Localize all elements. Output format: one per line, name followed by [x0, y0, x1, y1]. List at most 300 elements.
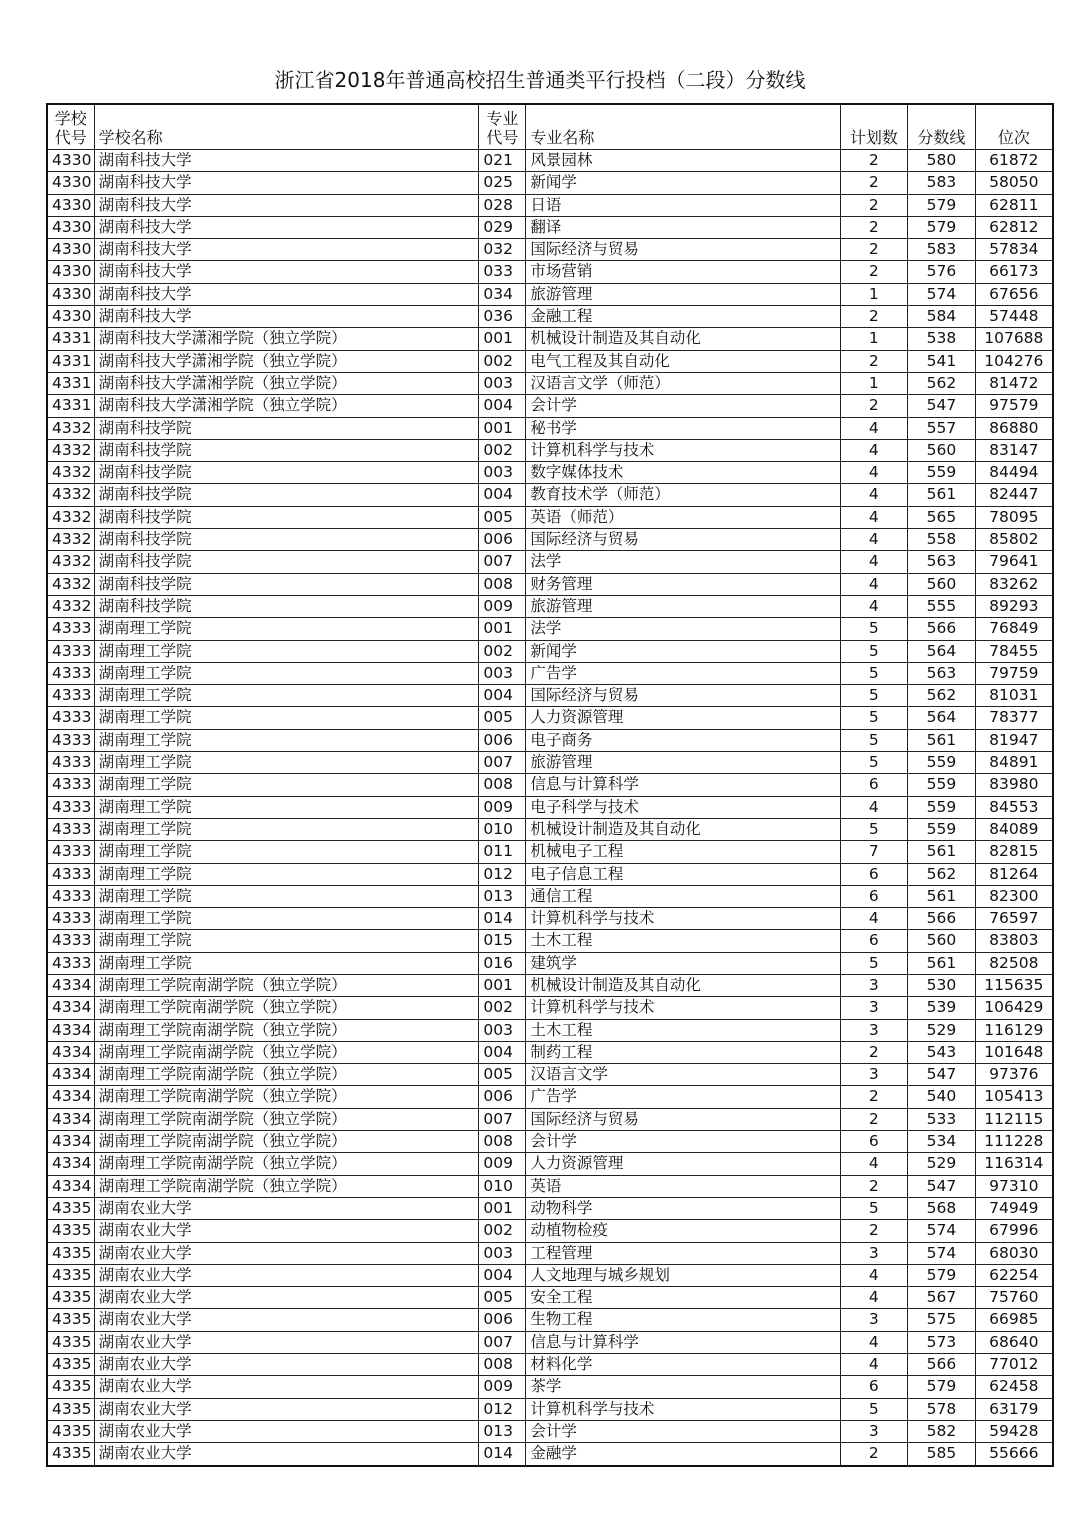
cell-plan: 5	[840, 1197, 908, 1219]
table-row	[47, 796, 1053, 818]
table-row	[47, 328, 1053, 350]
cell-school-name: 湖南理工学院南湖学院（独立学院）	[94, 974, 479, 996]
header-plan: 计划数	[840, 104, 908, 150]
cell-major-name: 会计学	[526, 1420, 840, 1442]
cell-school-name: 湖南农业大学	[94, 1420, 479, 1442]
cell-score: 579	[908, 194, 976, 216]
table-row	[47, 283, 1053, 305]
cell-school-name: 湖南农业大学	[94, 1376, 479, 1398]
cell-major-name: 电子信息工程	[526, 863, 840, 885]
cell-rank: 82447	[975, 484, 1053, 506]
cell-school-name: 湖南理工学院	[94, 885, 479, 907]
cell-major-name: 计算机科学与技术	[526, 1398, 840, 1420]
cell-major-name: 生物工程	[526, 1309, 840, 1331]
table-row	[47, 1041, 1053, 1063]
cell-plan: 4	[840, 1264, 908, 1286]
cell-school-code: 4332	[47, 439, 94, 461]
cell-school-code: 4333	[47, 774, 94, 796]
table-row	[47, 1443, 1053, 1466]
table-row	[47, 885, 1053, 907]
cell-plan: 4	[840, 908, 908, 930]
cell-rank: 74949	[975, 1197, 1053, 1219]
cell-major-code: 014	[479, 908, 526, 930]
cell-school-name: 湖南科技大学	[94, 216, 479, 238]
header-school-name: 学校名称	[94, 104, 479, 150]
cell-major-name: 财务管理	[526, 573, 840, 595]
cell-major-code: 004	[479, 1264, 526, 1286]
cell-major-name: 工程管理	[526, 1242, 840, 1264]
cell-plan: 6	[840, 774, 908, 796]
table-row	[47, 1197, 1053, 1219]
cell-rank: 82815	[975, 841, 1053, 863]
cell-school-name: 湖南科技大学潇湘学院（独立学院）	[94, 350, 479, 372]
table-row	[47, 1398, 1053, 1420]
cell-rank: 62811	[975, 194, 1053, 216]
cell-rank: 106429	[975, 997, 1053, 1019]
cell-school-code: 4333	[47, 841, 94, 863]
table-row	[47, 395, 1053, 417]
cell-major-name: 旅游管理	[526, 595, 840, 617]
cell-rank: 66173	[975, 261, 1053, 283]
table-row	[47, 194, 1053, 216]
cell-major-name: 动植物检疫	[526, 1220, 840, 1242]
table-row	[47, 573, 1053, 595]
cell-major-name: 英语（师范）	[526, 506, 840, 528]
cell-school-code: 4333	[47, 952, 94, 974]
cell-rank: 62254	[975, 1264, 1053, 1286]
cell-plan: 1	[840, 328, 908, 350]
header-major-name: 专业名称	[526, 104, 840, 150]
cell-rank: 105413	[975, 1086, 1053, 1108]
cell-school-code: 4335	[47, 1331, 94, 1353]
cell-major-code: 001	[479, 618, 526, 640]
cell-score: 561	[908, 729, 976, 751]
cell-major-code: 007	[479, 1331, 526, 1353]
cell-plan: 4	[840, 484, 908, 506]
cell-score: 560	[908, 573, 976, 595]
cell-school-code: 4333	[47, 818, 94, 840]
cell-school-code: 4332	[47, 462, 94, 484]
cell-school-name: 湖南理工学院	[94, 796, 479, 818]
table-row	[47, 685, 1053, 707]
cell-major-name: 旅游管理	[526, 283, 840, 305]
cell-major-name: 广告学	[526, 662, 840, 684]
cell-school-code: 4334	[47, 1041, 94, 1063]
cell-major-code: 004	[479, 484, 526, 506]
cell-rank: 67656	[975, 283, 1053, 305]
cell-score: 579	[908, 1264, 976, 1286]
table-row	[47, 172, 1053, 194]
cell-school-name: 湖南科技大学	[94, 283, 479, 305]
cell-major-name: 市场营销	[526, 261, 840, 283]
table-row	[47, 841, 1053, 863]
cell-school-name: 湖南农业大学	[94, 1354, 479, 1376]
table-row	[47, 863, 1053, 885]
header-major-code-line2: 代号	[486, 128, 519, 147]
cell-major-name: 人力资源管理	[526, 707, 840, 729]
cell-major-name: 旅游管理	[526, 752, 840, 774]
cell-major-code: 014	[479, 1443, 526, 1466]
cell-major-code: 008	[479, 1354, 526, 1376]
cell-school-name: 湖南理工学院	[94, 707, 479, 729]
cell-major-name: 土木工程	[526, 1019, 840, 1041]
cell-school-code: 4332	[47, 595, 94, 617]
cell-school-code: 4330	[47, 216, 94, 238]
table-row	[47, 952, 1053, 974]
cell-major-name: 国际经济与贸易	[526, 239, 840, 261]
table-row	[47, 306, 1053, 328]
cell-plan: 5	[840, 952, 908, 974]
cell-rank: 81472	[975, 372, 1053, 394]
table-row	[47, 908, 1053, 930]
cell-school-name: 湖南科技大学潇湘学院（独立学院）	[94, 372, 479, 394]
cell-major-code: 012	[479, 863, 526, 885]
cell-major-name: 人文地理与城乡规划	[526, 1264, 840, 1286]
cell-score: 573	[908, 1331, 976, 1353]
cell-major-name: 数字媒体技术	[526, 462, 840, 484]
header-school-code	[47, 104, 94, 150]
cell-major-name: 机械设计制造及其自动化	[526, 328, 840, 350]
cell-score: 562	[908, 372, 976, 394]
header-score: 分数线	[908, 104, 976, 150]
cell-school-code: 4335	[47, 1242, 94, 1264]
cell-rank: 82508	[975, 952, 1053, 974]
cell-plan: 2	[840, 261, 908, 283]
cell-school-code: 4330	[47, 306, 94, 328]
cell-school-code: 4332	[47, 506, 94, 528]
cell-plan: 2	[840, 306, 908, 328]
cell-school-code: 4335	[47, 1420, 94, 1442]
cell-plan: 5	[840, 707, 908, 729]
cell-school-name: 湖南科技学院	[94, 551, 479, 573]
cell-score: 560	[908, 439, 976, 461]
cell-school-code: 4335	[47, 1197, 94, 1219]
cell-school-code: 4333	[47, 707, 94, 729]
cell-school-code: 4331	[47, 350, 94, 372]
cell-school-code: 4331	[47, 395, 94, 417]
cell-school-code: 4333	[47, 930, 94, 952]
cell-school-code: 4335	[47, 1376, 94, 1398]
cell-plan: 5	[840, 818, 908, 840]
table-row	[47, 930, 1053, 952]
cell-rank: 83262	[975, 573, 1053, 595]
cell-rank: 68640	[975, 1331, 1053, 1353]
cell-plan: 5	[840, 640, 908, 662]
table-row	[47, 150, 1053, 172]
cell-school-code: 4332	[47, 573, 94, 595]
cell-school-name: 湖南科技大学	[94, 261, 479, 283]
cell-major-code: 009	[479, 1153, 526, 1175]
table-row	[47, 1086, 1053, 1108]
cell-score: 564	[908, 640, 976, 662]
cell-school-name: 湖南理工学院南湖学院（独立学院）	[94, 1108, 479, 1130]
cell-rank: 97579	[975, 395, 1053, 417]
cell-school-code: 4332	[47, 417, 94, 439]
cell-major-name: 茶学	[526, 1376, 840, 1398]
cell-score: 561	[908, 885, 976, 907]
cell-school-name: 湖南农业大学	[94, 1197, 479, 1219]
cell-major-code: 010	[479, 818, 526, 840]
cell-major-code: 002	[479, 350, 526, 372]
cell-score: 574	[908, 283, 976, 305]
cell-major-code: 015	[479, 930, 526, 952]
cell-score: 566	[908, 1354, 976, 1376]
cell-plan: 2	[840, 395, 908, 417]
cell-rank: 78455	[975, 640, 1053, 662]
table-row	[47, 729, 1053, 751]
cell-major-name: 新闻学	[526, 640, 840, 662]
table-row	[47, 640, 1053, 662]
cell-major-name: 通信工程	[526, 885, 840, 907]
cell-school-name: 湖南农业大学	[94, 1220, 479, 1242]
cell-major-code: 006	[479, 729, 526, 751]
cell-major-code: 001	[479, 1197, 526, 1219]
cell-score: 540	[908, 1086, 976, 1108]
cell-plan: 2	[840, 150, 908, 172]
cell-score: 559	[908, 796, 976, 818]
cell-school-name: 湖南理工学院	[94, 729, 479, 751]
cell-plan: 6	[840, 1131, 908, 1153]
table-row	[47, 529, 1053, 551]
cell-school-name: 湖南理工学院南湖学院（独立学院）	[94, 1131, 479, 1153]
header-school-code-line1: 学校	[54, 109, 87, 128]
cell-rank: 58050	[975, 172, 1053, 194]
table-row	[47, 551, 1053, 573]
cell-major-name: 机械设计制造及其自动化	[526, 974, 840, 996]
cell-school-name: 湖南理工学院	[94, 618, 479, 640]
cell-score: 547	[908, 1175, 976, 1197]
cell-major-code: 009	[479, 796, 526, 818]
table-row	[47, 417, 1053, 439]
cell-major-name: 电子商务	[526, 729, 840, 751]
cell-score: 564	[908, 707, 976, 729]
cell-school-code: 4333	[47, 908, 94, 930]
cell-school-name: 湖南理工学院南湖学院（独立学院）	[94, 1175, 479, 1197]
cell-score: 541	[908, 350, 976, 372]
cell-plan: 3	[840, 1420, 908, 1442]
cell-school-name: 湖南理工学院	[94, 908, 479, 930]
table-row	[47, 662, 1053, 684]
table-row	[47, 439, 1053, 461]
table-row	[47, 774, 1053, 796]
cell-major-name: 计算机科学与技术	[526, 908, 840, 930]
cell-plan: 3	[840, 997, 908, 1019]
cell-score: 539	[908, 997, 976, 1019]
cell-rank: 79641	[975, 551, 1053, 573]
cell-major-code: 003	[479, 462, 526, 484]
cell-rank: 107688	[975, 328, 1053, 350]
cell-rank: 104276	[975, 350, 1053, 372]
table-row	[47, 372, 1053, 394]
cell-plan: 2	[840, 172, 908, 194]
table-row	[47, 1354, 1053, 1376]
cell-rank: 86880	[975, 417, 1053, 439]
cell-school-code: 4335	[47, 1287, 94, 1309]
cell-major-name: 信息与计算科学	[526, 1331, 840, 1353]
cell-school-name: 湖南科技学院	[94, 529, 479, 551]
cell-major-name: 制药工程	[526, 1041, 840, 1063]
cell-school-name: 湖南理工学院	[94, 930, 479, 952]
table-row	[47, 261, 1053, 283]
cell-rank: 68030	[975, 1242, 1053, 1264]
cell-major-name: 电气工程及其自动化	[526, 350, 840, 372]
cell-score: 576	[908, 261, 976, 283]
cell-school-code: 4334	[47, 1064, 94, 1086]
score-table	[46, 103, 1054, 1467]
header-school-code-line2: 代号	[54, 128, 87, 147]
cell-major-code: 002	[479, 640, 526, 662]
cell-plan: 5	[840, 685, 908, 707]
cell-score: 562	[908, 863, 976, 885]
cell-plan: 3	[840, 1064, 908, 1086]
cell-school-name: 湖南农业大学	[94, 1331, 479, 1353]
cell-major-code: 001	[479, 328, 526, 350]
cell-plan: 4	[840, 551, 908, 573]
cell-rank: 63179	[975, 1398, 1053, 1420]
cell-school-name: 湖南科技大学	[94, 306, 479, 328]
cell-rank: 116314	[975, 1153, 1053, 1175]
cell-plan: 1	[840, 372, 908, 394]
cell-score: 559	[908, 752, 976, 774]
cell-school-code: 4333	[47, 618, 94, 640]
cell-school-name: 湖南科技学院	[94, 417, 479, 439]
table-row	[47, 506, 1053, 528]
cell-score: 561	[908, 841, 976, 863]
cell-plan: 2	[840, 1443, 908, 1466]
cell-plan: 6	[840, 885, 908, 907]
cell-major-code: 006	[479, 529, 526, 551]
cell-plan: 3	[840, 974, 908, 996]
cell-plan: 5	[840, 1398, 908, 1420]
cell-school-name: 湖南理工学院南湖学院（独立学院）	[94, 1041, 479, 1063]
cell-major-code: 002	[479, 997, 526, 1019]
cell-major-code: 011	[479, 841, 526, 863]
cell-major-code: 036	[479, 306, 526, 328]
cell-school-name: 湖南农业大学	[94, 1287, 479, 1309]
cell-plan: 3	[840, 1309, 908, 1331]
cell-major-code: 003	[479, 372, 526, 394]
cell-major-code: 013	[479, 1420, 526, 1442]
table-row	[47, 484, 1053, 506]
cell-school-code: 4330	[47, 283, 94, 305]
cell-school-name: 湖南科技大学潇湘学院（独立学院）	[94, 328, 479, 350]
cell-rank: 112115	[975, 1108, 1053, 1130]
cell-school-code: 4334	[47, 1019, 94, 1041]
cell-school-name: 湖南科技学院	[94, 595, 479, 617]
cell-rank: 81031	[975, 685, 1053, 707]
cell-school-name: 湖南理工学院	[94, 662, 479, 684]
cell-plan: 4	[840, 417, 908, 439]
cell-score: 562	[908, 685, 976, 707]
cell-plan: 2	[840, 1175, 908, 1197]
cell-school-code: 4334	[47, 1086, 94, 1108]
cell-plan: 7	[840, 841, 908, 863]
cell-school-name: 湖南理工学院	[94, 818, 479, 840]
cell-score: 561	[908, 952, 976, 974]
cell-plan: 4	[840, 595, 908, 617]
cell-score: 584	[908, 306, 976, 328]
cell-school-name: 湖南理工学院南湖学院（独立学院）	[94, 1064, 479, 1086]
cell-score: 529	[908, 1153, 976, 1175]
cell-score: 563	[908, 551, 976, 573]
cell-score: 575	[908, 1309, 976, 1331]
table-row	[47, 1242, 1053, 1264]
cell-plan: 4	[840, 1354, 908, 1376]
cell-major-code: 012	[479, 1398, 526, 1420]
cell-plan: 6	[840, 1376, 908, 1398]
cell-major-name: 金融工程	[526, 306, 840, 328]
cell-major-code: 003	[479, 1019, 526, 1041]
cell-rank: 76597	[975, 908, 1053, 930]
cell-school-name: 湖南科技大学	[94, 172, 479, 194]
cell-plan: 2	[840, 194, 908, 216]
cell-major-code: 034	[479, 283, 526, 305]
cell-school-name: 湖南农业大学	[94, 1264, 479, 1286]
cell-score: 560	[908, 930, 976, 952]
cell-plan: 4	[840, 506, 908, 528]
cell-rank: 67996	[975, 1220, 1053, 1242]
table-row	[47, 595, 1053, 617]
cell-school-code: 4333	[47, 796, 94, 818]
page-title: 浙江省2018年普通高校招生普通类平行投档（二段）分数线	[274, 68, 806, 92]
cell-major-name: 计算机科学与技术	[526, 439, 840, 461]
cell-major-name: 计算机科学与技术	[526, 997, 840, 1019]
cell-rank: 76849	[975, 618, 1053, 640]
cell-major-code: 004	[479, 685, 526, 707]
table-row	[47, 1153, 1053, 1175]
cell-rank: 78095	[975, 506, 1053, 528]
cell-score: 543	[908, 1041, 976, 1063]
cell-score: 583	[908, 172, 976, 194]
cell-rank: 61872	[975, 150, 1053, 172]
cell-rank: 81264	[975, 863, 1053, 885]
cell-major-code: 008	[479, 1131, 526, 1153]
cell-major-name: 人力资源管理	[526, 1153, 840, 1175]
cell-school-name: 湖南科技学院	[94, 484, 479, 506]
cell-rank: 97310	[975, 1175, 1053, 1197]
cell-plan: 2	[840, 239, 908, 261]
cell-school-code: 4330	[47, 172, 94, 194]
table-row	[47, 1309, 1053, 1331]
cell-school-name: 湖南理工学院	[94, 863, 479, 885]
cell-school-name: 湖南理工学院南湖学院（独立学院）	[94, 1019, 479, 1041]
cell-school-name: 湖南理工学院	[94, 952, 479, 974]
cell-score: 583	[908, 239, 976, 261]
cell-rank: 57448	[975, 306, 1053, 328]
table-row	[47, 752, 1053, 774]
cell-score: 574	[908, 1220, 976, 1242]
cell-score: 566	[908, 908, 976, 930]
cell-score: 561	[908, 484, 976, 506]
table-row	[47, 818, 1053, 840]
cell-major-code: 006	[479, 1309, 526, 1331]
cell-major-code: 032	[479, 239, 526, 261]
cell-score: 567	[908, 1287, 976, 1309]
table-row	[47, 997, 1053, 1019]
cell-school-name: 湖南理工学院	[94, 841, 479, 863]
cell-score: 555	[908, 595, 976, 617]
table-row	[47, 974, 1053, 996]
cell-major-code: 009	[479, 1376, 526, 1398]
cell-school-name: 湖南科技学院	[94, 573, 479, 595]
cell-plan: 2	[840, 1108, 908, 1130]
table-row	[47, 216, 1053, 238]
cell-plan: 6	[840, 863, 908, 885]
cell-plan: 4	[840, 1153, 908, 1175]
cell-school-name: 湖南理工学院南湖学院（独立学院）	[94, 997, 479, 1019]
cell-major-name: 法学	[526, 551, 840, 573]
cell-major-code: 013	[479, 885, 526, 907]
